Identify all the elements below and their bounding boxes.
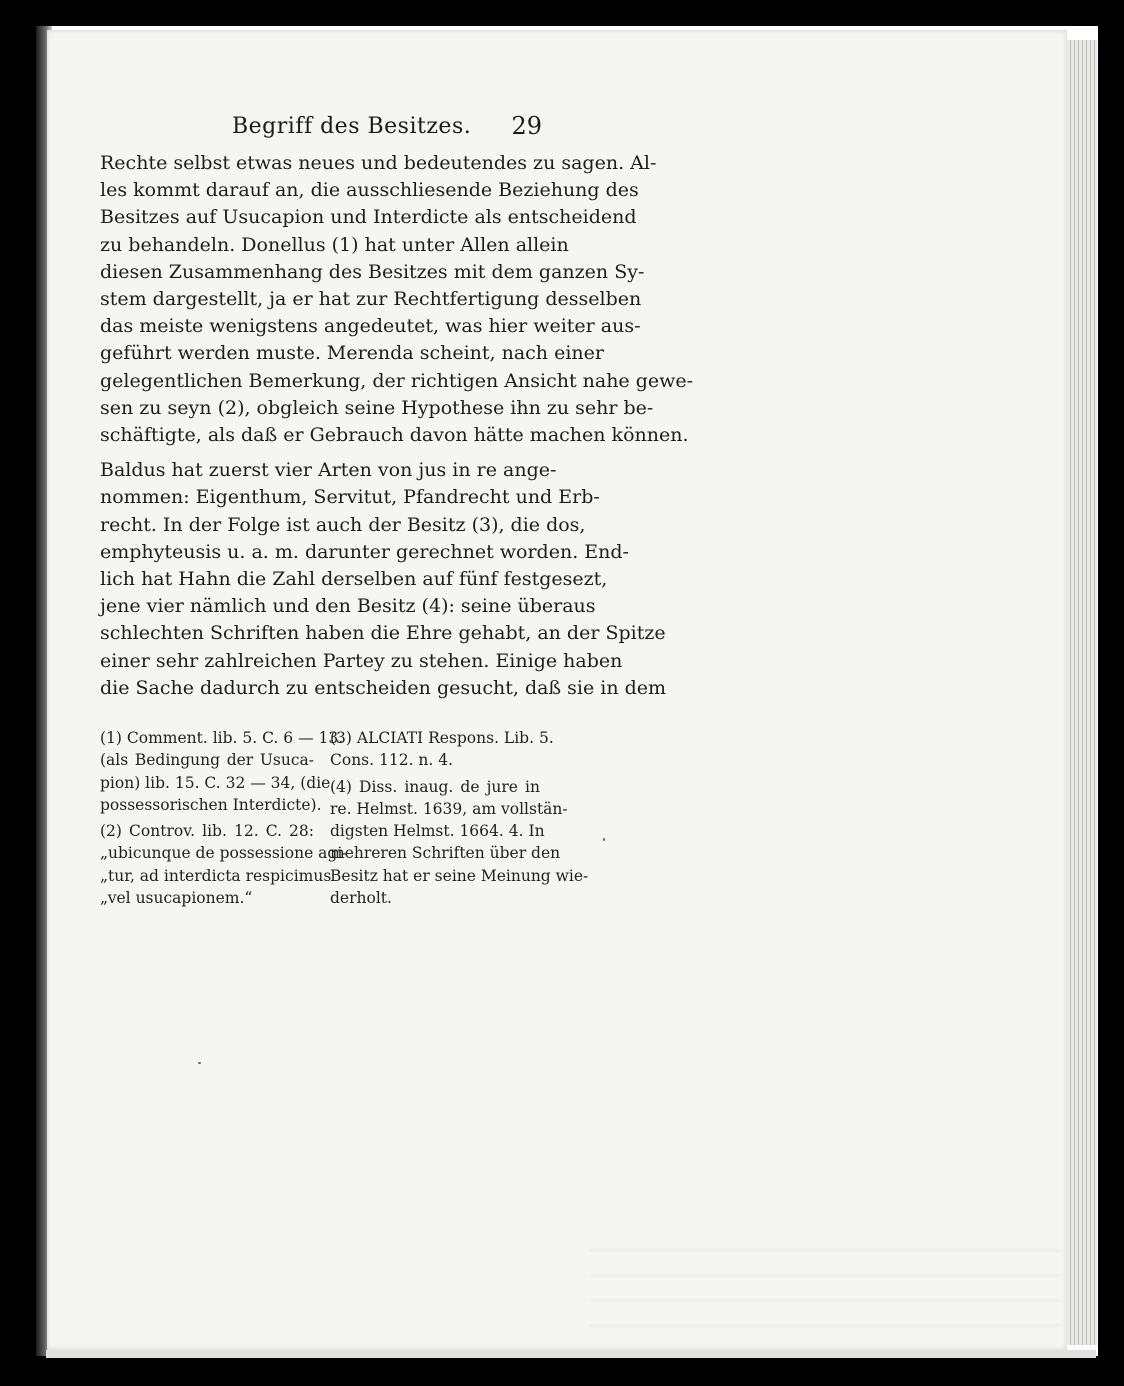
- text-line: stem dargestellt, ja er hat zur Rechtfertigung desselben: [100, 288, 642, 311]
- show-through-handwriting: [590, 1240, 1060, 1350]
- paragraph-break: [100, 449, 542, 457]
- text-line: zu behandeln. Donellus (1) hat unter Allen allein: [100, 233, 569, 256]
- text-line: Besitzes auf Usucapion und Interdicte als entscheidend: [100, 206, 637, 229]
- footnote-4-line: derholt.: [330, 889, 392, 908]
- text-line: die Sache dadurch zu entscheiden gesucht, daß sie in dem: [100, 676, 667, 699]
- footnote-4-line: digsten Helmst. 1664. 4. In: [330, 822, 545, 841]
- footnote-2-line: „ubicunque de possessione agi-: [100, 844, 348, 863]
- text-line: diesen Zusammenhang des Besitzes mit dem ganzen Sy-: [100, 260, 645, 283]
- footnote-4-line: (4) Diss. inaug. de jure in: [330, 777, 540, 796]
- main-text: [100, 150, 694, 702]
- footnote-1-line: (1) Comment. lib. 5. C. 6 — 13.: [100, 729, 344, 747]
- text-line: les kommt darauf an, die ausschliesende Beziehung des: [100, 179, 639, 202]
- footnote-2-line: „vel usucapionem.“: [100, 889, 253, 908]
- text-line: lich hat Hahn die Zahl derselben auf fünf festgesezt,: [100, 568, 608, 591]
- running-title: Begriff des Besitzes.: [232, 114, 472, 139]
- text-line: sen zu seyn (2), obgleich seine Hypothese ihn zu sehr be-: [100, 396, 654, 419]
- text-line: gelegentlichen Bemerkung, der richtigen Ansicht nahe gewe-: [100, 369, 694, 392]
- footnote-4-line: re. Helmst. 1639, am vollstän-: [330, 799, 568, 818]
- text-line: Baldus hat zuerst vier Arten von jus in re ange-: [100, 459, 557, 482]
- text-line: emphyteusis u. a. m. darunter gerechnet worden. End-: [100, 540, 629, 563]
- footnotes-right-column: [330, 727, 589, 909]
- text-line: schäftigte, als daß er Gebrauch davon hätte machen können.: [100, 424, 689, 447]
- footnote-1-line: (als Bedingung der Usuca-: [100, 751, 314, 770]
- page-edges: [1067, 40, 1097, 1345]
- footnote-4-line: mehreren Schriften über den: [330, 844, 561, 863]
- footnote-1-line: pion) lib. 15. C. 32 — 34, (die: [100, 773, 331, 792]
- text-line: nommen: Eigenthum, Servitut, Pfandrecht und Erb-: [100, 486, 600, 509]
- text-line: jene vier nämlich und den Besitz (4): seine überaus: [100, 595, 596, 618]
- ink-speck: [198, 1062, 201, 1064]
- page-number: 29: [511, 112, 542, 140]
- text-line: geführt werden muste. Merenda scheint, nach einer: [100, 342, 604, 365]
- footnote-1-line: possessorischen Interdicte).: [100, 795, 322, 814]
- text-line: einer sehr zahlreichen Partey zu stehen. Einige haben: [100, 649, 623, 672]
- ink-speck: [603, 838, 605, 841]
- text-line: Rechte selbst etwas neues und bedeutendes zu sagen. Al-: [100, 152, 657, 174]
- running-header: [232, 110, 542, 144]
- footnote-2-line: (2) Controv. lib. 12. C. 28:: [100, 822, 314, 841]
- footnote-3-line: (3) ALCIATI Respons. Lib. 5.: [330, 729, 554, 747]
- page-bottom-edge: [46, 1350, 1096, 1358]
- text-line: das meiste wenigstens angedeutet, was hier weiter aus-: [100, 315, 641, 338]
- footnote-2-line: „tur, ad interdicta respicimus: [100, 866, 332, 885]
- footnote-4-line: Besitz hat er seine Meinung wie-: [330, 866, 589, 885]
- text-line: schlechten Schriften haben die Ehre gehabt, an der Spitze: [100, 622, 666, 645]
- footnotes-left-column: [100, 727, 348, 909]
- footnote-3-line: Cons. 112. n. 4.: [330, 751, 454, 770]
- text-line: recht. In der Folge ist auch der Besitz (3), die dos,: [100, 513, 586, 536]
